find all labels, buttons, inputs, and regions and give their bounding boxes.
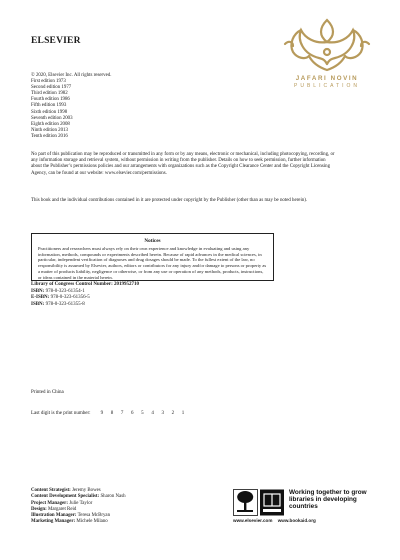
notices-box <box>31 233 274 281</box>
book-aid-banner <box>233 489 370 523</box>
credit-role: Project Manager: <box>31 500 68 506</box>
print-number-line <box>31 411 187 416</box>
edition-line: Fifth edition 1993 <box>31 103 67 109</box>
permissions-end: . <box>165 170 167 176</box>
isbn-value: 978-0-323-61354-1 <box>45 288 85 294</box>
credit-name: Michele Milano <box>76 519 108 525</box>
credit-name: Sharon Nash <box>100 494 126 500</box>
logo-brand: JAFARI NOVIN <box>295 75 359 82</box>
edition-line: Third edition 1982 <box>31 91 68 97</box>
protection-paragraph: This book and the individual contributions contained in it are protected under copyright by the Publisher (other than as may be noted herein). <box>31 198 308 203</box>
jafari-novin-logo <box>278 14 376 102</box>
publisher-name: ELSEVIER <box>31 36 81 46</box>
ornament-icon <box>279 14 375 74</box>
printed-in: Printed in China <box>31 390 64 395</box>
permissions-text: No part of this publication may be reproduced or transmitted in any form or by any means, electronic or mechanical, including photocopying, recording, or any information storage and retrieval system, without permission in writing from the publisher. Details on how to seek permission, further information about the Publisher’s permissions policies and our arrangements with organizations such as the Copyright Clearance Center and the Copyright Licensing Agency, can be found at our website: <box>31 152 335 176</box>
isbn-value: 978-0-323-61355-8 <box>45 301 85 307</box>
edition-line: Sixth edition 1998 <box>31 109 68 115</box>
credit-name: Jeremy Bowes <box>72 488 101 493</box>
catalog-info <box>31 282 139 308</box>
edition-line: First edition 1973 <box>31 79 66 85</box>
notices-body: Practitioners and researchers must always rely on their own experience and knowledge in evaluating and using any information, methods, compounds or experiments described herein. Because of rapid advances in the medical sciences, in particular, independent verification of diagnoses and drug dosages should be made. To the fullest extent of the law, no responsibility is assumed by Elsevier, authors, editors or contributors for any injury and/or damage to persons or property as a matter of products liability, negligence or otherwise, or from any use or operation of any methods, products, instructions, or ideas contained in the material herein. <box>38 246 267 280</box>
isbn-line <box>31 289 139 296</box>
credit-role: Content Strategist: <box>31 488 71 493</box>
credit-name: Margaret Reid <box>48 506 77 512</box>
credit-line <box>31 519 126 525</box>
isbn-label: E-ISBN: <box>31 295 50 301</box>
credit-role: Content Development Specialist: <box>31 494 100 500</box>
edition-line: Ninth edition 2013 <box>31 127 68 133</box>
edition-line: Fourth edition 1986 <box>31 97 70 103</box>
elsevier-bookaid-logos-icon <box>233 489 285 517</box>
credit-role: Design: <box>31 506 47 512</box>
isbn-value: 978-0-323-61356-5 <box>50 295 90 301</box>
print-number-digits: 9 8 7 6 5 4 3 2 1 <box>100 411 188 416</box>
notices-title: Notices <box>144 238 161 244</box>
credit-role: Illustration Manager: <box>31 513 77 519</box>
bookaid-urls <box>233 518 370 523</box>
isbn-line <box>31 302 139 309</box>
isbn-line <box>31 295 139 302</box>
loc-line <box>31 282 139 289</box>
elsevier-url[interactable]: www.elsevier.com <box>233 518 273 523</box>
edition-line: Eighth edition 2008 <box>31 121 70 127</box>
edition-line: Seventh edition 2003 <box>31 115 73 121</box>
credit-name: Julie Taylor <box>69 500 93 506</box>
isbn-label: ISBN: <box>31 288 45 294</box>
bookaid-tagline: Working together to grow libraries in developing countries <box>289 489 367 511</box>
edition-line: Second edition 1977 <box>31 85 72 91</box>
loc-label: Library of Congress Control Number: <box>31 282 113 287</box>
print-number-label: Last digit is the print number: <box>31 411 91 416</box>
loc-value: 2019952710 <box>114 282 140 287</box>
edition-line: Tenth edition 2016 <box>31 133 68 139</box>
credit-name: Teresa McBryan <box>77 513 111 519</box>
isbn-label: ISBN: <box>31 301 45 307</box>
credits <box>31 488 126 526</box>
logo-sub: PUBLICATION <box>294 83 360 89</box>
copyright-line: © 2020, Elsevier Inc. All rights reserved. <box>31 73 112 78</box>
bookaid-url[interactable]: www.bookaid.org <box>277 518 316 523</box>
permissions-link[interactable]: www.elsevier.com/permissions <box>104 170 166 176</box>
edition-history <box>31 73 271 140</box>
permissions-paragraph <box>31 152 336 177</box>
credit-role: Marketing Manager: <box>31 519 76 525</box>
